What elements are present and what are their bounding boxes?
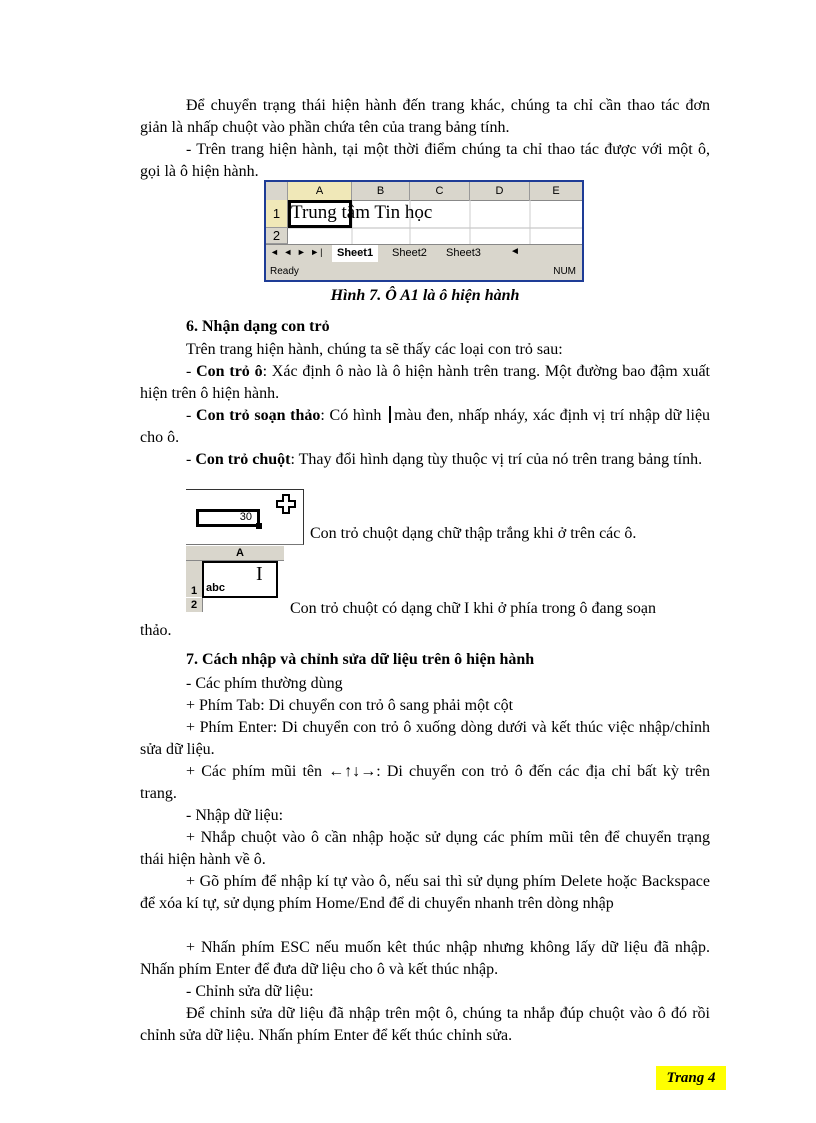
cursor-cell-label: Con trỏ ô bbox=[196, 363, 263, 380]
ibeam-cursor-icon: I bbox=[256, 563, 263, 585]
tab-sheet3[interactable]: Sheet3 bbox=[446, 247, 481, 259]
s7-line-8: + Nhấn phím ESC nếu muốn kêt thúc nhập nhưng không lấy dữ liệu đã nhập. Nhấn phím Enter để đưa dữ liệu cho ô và kết thúc nhập. bbox=[140, 939, 710, 978]
column-header-c: C bbox=[410, 182, 470, 200]
s7-line-4: + Các phím mũi tên ←↑↓→: Di chuyển con trỏ ô đến các địa chỉ bất kỳ trên trang. bbox=[140, 763, 710, 802]
s7-line-3: + Phím Enter: Di chuyển con trỏ ô xuống dòng dưới và kết thúc việc nhập/chỉnh sửa dữ liệu. bbox=[140, 719, 710, 758]
white-cross-cursor-icon bbox=[276, 494, 296, 514]
s7-line-2: + Phím Tab: Di chuyển con trỏ ô sang phải một cột bbox=[186, 697, 514, 714]
column-header-row bbox=[266, 182, 582, 201]
paragraph-cursor-cell: - Con trỏ ô: Xác định ô nào là ô hiện hành trên trang. Một đường bao đậm xuất hiện trên ô hiện hành. bbox=[140, 363, 711, 402]
column-header-e: E bbox=[552, 185, 560, 197]
heading-7: 7. Cách nhập và chỉnh sửa dữ liệu trên ô hiện hành bbox=[186, 651, 535, 668]
tab-nav-arrows[interactable]: ◄ ◄ ► ►| bbox=[270, 247, 324, 257]
row-header-2: 2 bbox=[266, 228, 288, 244]
row-header-1: 1 bbox=[266, 200, 288, 228]
text-cursor-icon bbox=[389, 406, 391, 423]
s7-line-7: + Gõ phím để nhập kí tự vào ô, nếu sai thì sử dụng phím Delete hoặc Backspace để xóa kí tự, sử dụng phím Home/End để di chuyển nhanh trên dòng nhập bbox=[140, 873, 710, 912]
cross-cursor-figure bbox=[186, 489, 304, 545]
ibeam-figure-caption: Con trỏ chuột có dạng chữ I khi ở phía trong ô đang soạn bbox=[290, 600, 656, 617]
status-bar bbox=[266, 263, 582, 280]
cross-figure-value: 30 bbox=[239, 511, 252, 523]
cursor-mouse-label: Con trỏ chuột bbox=[195, 451, 291, 468]
status-num: NUM bbox=[553, 266, 576, 277]
s7-line-5: - Nhập dữ liệu: bbox=[186, 807, 284, 824]
tab-sheet2[interactable]: Sheet2 bbox=[392, 247, 427, 259]
paragraph-cursor-edit: - Con trỏ soạn thảo: Có hình màu đen, nhấp nháy, xác định vị trí nhập dữ liệu cho ô. bbox=[140, 407, 711, 446]
page-number-badge: Trang 4 bbox=[656, 1066, 726, 1090]
paragraph-cursor-mouse: - Con trỏ chuột: Thay đổi hình dạng tùy thuộc vị trí của nó trên trang bảng tính. bbox=[186, 451, 703, 468]
ibeam-cursor-figure bbox=[186, 546, 284, 612]
paragraph-1: Để chuyển trạng thái hiện hành đến trang khác, chúng ta chỉ cần thao tác đơn giản là nhấp chuột vào phần chứa tên của trang bảng tính. bbox=[140, 97, 710, 136]
ibeam-cell-text: abc bbox=[206, 582, 225, 594]
heading-6: 6. Nhận dạng con trỏ bbox=[186, 318, 330, 335]
tab-sheet1[interactable]: Sheet1 bbox=[332, 245, 378, 262]
cursor-edit-text-after: màu đen, nhấp nháy, xác định vị trí nhập dữ liệu cho ô. bbox=[140, 407, 711, 446]
cursor-edit-text-before: : Có hình bbox=[320, 407, 382, 424]
cross-figure-caption: Con trỏ chuột dạng chữ thập trắng khi ở trên các ô. bbox=[310, 525, 637, 542]
s7-line-10: Để chỉnh sửa dữ liệu đã nhập trên một ô, chúng ta nhắp đúp chuột vào ô đó rồi chỉnh sửa dữ liệu. Nhấn phím Enter để kết thúc chỉnh sửa. bbox=[140, 1005, 710, 1044]
cursor-cell-text: : Xác định ô nào là ô hiện hành trên trang. Một đường bao đậm xuất hiện trên ô hiện hành. bbox=[140, 363, 711, 402]
cursor-mouse-text: : Thay đổi hình dạng tùy thuộc vị trí của nó trên trang bảng tính. bbox=[290, 451, 703, 468]
figure-caption: Hình 7. Ô A1 là ô hiện hành bbox=[330, 287, 520, 304]
s7-line-1: - Các phím thường dùng bbox=[186, 675, 343, 692]
excel-figure bbox=[264, 180, 584, 282]
column-header-a: A bbox=[288, 182, 352, 200]
ibeam-row-2: 2 bbox=[186, 598, 203, 612]
sheet-tab-bar bbox=[266, 244, 582, 264]
cell-a1-text: Trung tâm Tin học bbox=[291, 202, 433, 223]
scroll-left-icon[interactable]: ◄ bbox=[510, 246, 520, 257]
s7-line-9: - Chỉnh sửa dữ liệu: bbox=[186, 983, 314, 1000]
s7-line-6: + Nhắp chuột vào ô cần nhập hoặc sử dụng các phím mũi tên để chuyển trạng thái hiện hành về ô. bbox=[140, 829, 710, 868]
ibeam-figure-caption-2: thảo. bbox=[140, 622, 172, 639]
paragraph-6-intro: Trên trang hiện hành, chúng ta sẽ thấy các loại con trỏ sau: bbox=[186, 341, 563, 358]
cursor-edit-label: Con trỏ soạn thảo bbox=[196, 407, 321, 424]
column-header-b: B bbox=[352, 182, 410, 200]
column-header-d: D bbox=[470, 182, 530, 200]
status-ready: Ready bbox=[270, 266, 299, 277]
ibeam-row-1: 1 bbox=[186, 561, 203, 597]
paragraph-2: - Trên trang hiện hành, tại một thời điểm chúng ta chỉ thao tác được với một ô, gọi là ô hiện hành. bbox=[140, 141, 710, 180]
ibeam-col-header: A bbox=[236, 547, 244, 559]
